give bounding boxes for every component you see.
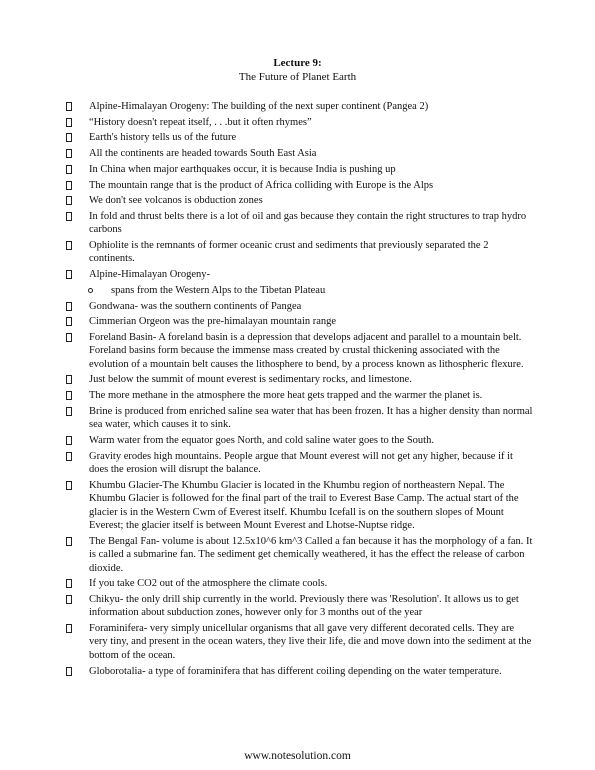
square-bullet-icon xyxy=(66,436,72,445)
square-bullet-icon xyxy=(66,133,72,142)
list-item: Foreland Basin- A foreland basin is a depression that develops adjacent and parallel to a mountain belt. Foreland basins form because the immense mass created by crustal thickening associated with the evolution of a mountain belt causes the lithosphere to bend, by a process known as lithospheric flexure. xyxy=(66,331,534,371)
list-item: Warm water from the equator goes North, and cold saline water goes to the South. xyxy=(66,434,534,447)
list-item: Khumbu Glacier-The Khumbu Glacier is located in the Khumbu region of northeastern Nepal. The Khumbu Glacier is followed for the final part of the trail to Everest Base Camp. The actual start of the glacier is in the Western Cwm of Everest itself. Khumbu Icefall is on the southern slopes of Mount Everest; the glacier itself is between Mount Everest and Lhotse-Nuptse ridge. xyxy=(66,479,534,533)
square-bullet-icon xyxy=(66,212,72,221)
notes-list xyxy=(66,100,534,680)
list-item: The more methane in the atmosphere the more heat gets trapped and the warmer the planet is. xyxy=(66,389,534,402)
list-item: Cimmerian Orgeon was the pre-himalayan mountain range xyxy=(66,315,534,328)
square-bullet-icon xyxy=(66,118,72,127)
footer-url: www.notesolution.com xyxy=(244,750,351,762)
list-item: Gravity erodes high mountains. People argue that Mount everest will not get any higher, because if it does the erosion will disrupt the balance. xyxy=(66,450,534,477)
list-item: Globorotalia- a type of foraminifera that has different coiling depending on the water temperature. xyxy=(66,665,534,678)
list-item: “History doesn't repeat itself, . . .but it often rhymes” xyxy=(66,116,534,129)
list-item: Brine is produced from enriched saline sea water that has been frozen. It has a higher density than normal sea water, which causes it to sink. xyxy=(66,405,534,432)
square-bullet-icon xyxy=(66,452,72,461)
list-item: The mountain range that is the product of Africa colliding with Europe is the Alps xyxy=(66,179,534,192)
square-bullet-icon xyxy=(66,667,72,676)
square-bullet-icon xyxy=(66,391,72,400)
square-bullet-icon xyxy=(66,537,72,546)
list-item: Ophiolite is the remnants of former oceanic crust and sediments that previously separated the 2 continents. xyxy=(66,239,534,266)
list-item: Foraminifera- very simply unicellular organisms that all gave very different decorated cells. They are very tiny, and present in the ocean waters, they live their life, die and move down into the sediment at the bottom of the ocean. xyxy=(66,622,534,662)
list-item: If you take CO2 out of the atmosphere the climate cools. xyxy=(66,577,534,590)
square-bullet-icon xyxy=(66,270,72,279)
square-bullet-icon xyxy=(66,333,72,342)
square-bullet-icon xyxy=(66,579,72,588)
list-item: In fold and thrust belts there is a lot of oil and gas because they contain the right structures to trap hydro carbons xyxy=(66,210,534,237)
list-item: Earth's history tells us of the future xyxy=(66,131,534,144)
square-bullet-icon xyxy=(66,302,72,311)
square-bullet-icon xyxy=(66,481,72,490)
lecture-title: Lecture 9: xyxy=(273,57,322,69)
list-item: Just below the summit of mount everest is sedimentary rocks, and limestone. xyxy=(66,373,534,386)
square-bullet-icon xyxy=(66,624,72,633)
list-item: In China when major earthquakes occur, it is because India is pushing up xyxy=(66,163,534,176)
square-bullet-icon xyxy=(66,595,72,604)
list-item: All the continents are headed towards South East Asia xyxy=(66,147,534,160)
list-item: We don't see volcanos is obduction zones xyxy=(66,194,534,207)
square-bullet-icon xyxy=(66,165,72,174)
lecture-subtitle: The Future of Planet Earth xyxy=(238,71,357,83)
list-item: The Bengal Fan- volume is about 12.5x10^6 km^3 Called a fan because it has the morphology of a fan. It is called a submarine fan. The sediment get chemically weathered, it has the effect the release of carbon dioxide. xyxy=(66,535,534,575)
list-item: Chikyu- the only drill ship currently in the world. Previously there was 'Resolution'. It allows us to get information about subduction zones, however only for 3 months out of the year xyxy=(66,593,534,620)
square-bullet-icon xyxy=(66,407,72,416)
square-bullet-icon xyxy=(66,181,72,190)
square-bullet-icon xyxy=(66,196,72,205)
list-item: Alpine-Himalayan Orogeny: The building of the next super continent (Pangea 2) xyxy=(66,100,534,113)
square-bullet-icon xyxy=(66,149,72,158)
list-item: Alpine-Himalayan Orogeny- xyxy=(66,268,534,281)
square-bullet-icon xyxy=(66,241,72,250)
sub-list-item: spans from the Western Alps to the Tibetan Plateau xyxy=(88,284,534,297)
circle-bullet-icon xyxy=(88,288,93,293)
list-item: Gondwana- was the southern continents of Pangea xyxy=(66,300,534,313)
square-bullet-icon xyxy=(66,317,72,326)
square-bullet-icon xyxy=(66,102,72,111)
square-bullet-icon xyxy=(66,375,72,384)
